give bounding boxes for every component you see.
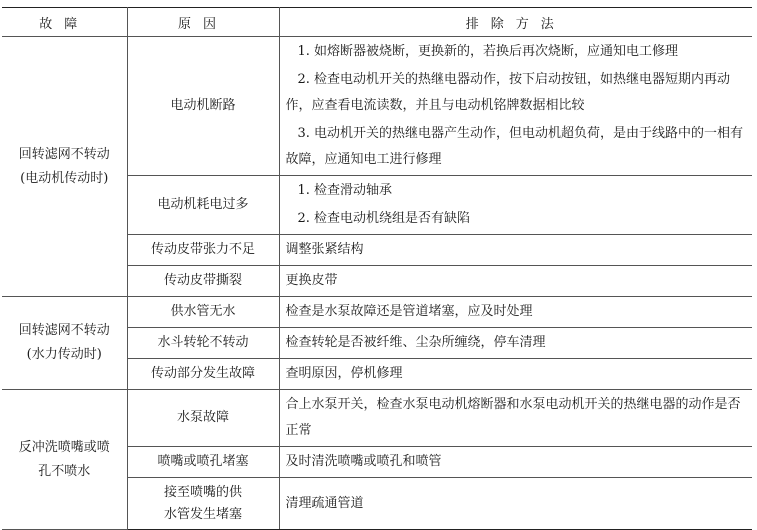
remedy-cell xyxy=(279,359,752,390)
remedy-line: 清理疏通管道 xyxy=(285,495,364,511)
remedy-cell xyxy=(279,390,752,447)
fault-line: 反冲洗喷嘴或喷 xyxy=(18,439,110,455)
remedy-line: 1. 如熔断器被烧断，更换新的，若换后再次烧断，应通知电工修理 xyxy=(297,44,679,59)
table-row xyxy=(2,390,752,447)
remedy-cell xyxy=(279,478,752,530)
cause-cell xyxy=(127,176,279,235)
cause-line: 传动部分发生故障 xyxy=(150,366,255,381)
remedy-line: 检查转轮是否被纤维、尘杂所缠绕，停车清理 xyxy=(285,335,546,350)
cause-line: 电动机断路 xyxy=(170,98,236,113)
fault-line: (水力传动时) xyxy=(26,347,102,362)
cause-line: 水泵故障 xyxy=(176,410,229,425)
cause-line: 电动机耗电过多 xyxy=(157,197,249,212)
cause-line: 喷嘴或喷孔堵塞 xyxy=(157,454,249,469)
cause-cell xyxy=(127,328,279,359)
cause-cell xyxy=(127,390,279,447)
remedy-cell xyxy=(279,328,752,359)
remedy-cell xyxy=(279,176,752,235)
cause-cell xyxy=(127,235,279,266)
cause-line: 水斗转轮不转动 xyxy=(157,335,249,350)
header-row xyxy=(2,8,752,37)
cause-line: 水管发生堵塞 xyxy=(163,506,242,522)
fault-table xyxy=(2,7,752,530)
remedy-line: 检查是水泵故障还是管道堵塞，应及时处理 xyxy=(285,304,533,319)
cause-cell xyxy=(127,478,279,530)
fault-line: 回转滤网不转动 xyxy=(18,323,110,338)
remedy-line: 3. 电动机开关的热继电器产生动作，但电动机超负荷，是由于线路中的一相有故障，应通知电工进行修理 xyxy=(285,126,744,167)
remedy-line: 合上水泵开关，检查水泵电动机熔断器和水泵电动机开关的热继电器的动作是否正常 xyxy=(285,397,741,438)
cause-line: 接至喷嘴的供 xyxy=(163,484,242,500)
header-remedy: 排除方法 xyxy=(279,8,752,37)
remedy-line: 2. 检查电动机开关的热继电器动作，按下启动按钮，如热继电器短期内再动作，应查看电流读数，并且与电动机铭牌数据相比较 xyxy=(285,72,731,113)
cause-cell xyxy=(127,359,279,390)
remedy-cell xyxy=(279,37,752,176)
fault-cell xyxy=(2,390,127,530)
cause-cell xyxy=(127,297,279,328)
fault-line: 孔不喷水 xyxy=(38,463,91,479)
cause-line: 供水管无水 xyxy=(170,304,236,319)
remedy-line: 更换皮带 xyxy=(285,273,338,288)
fault-cell xyxy=(2,297,127,390)
header-fault: 故障 xyxy=(2,8,127,37)
cause-line: 传动皮带张力不足 xyxy=(150,242,255,257)
remedy-cell xyxy=(279,266,752,297)
table-body xyxy=(2,37,752,530)
cause-cell xyxy=(127,37,279,176)
table-row xyxy=(2,297,752,328)
remedy-cell xyxy=(279,297,752,328)
fault-line: (电动机传动时) xyxy=(20,170,109,186)
cause-cell xyxy=(127,266,279,297)
remedy-line: 1. 检查滑动轴承 xyxy=(297,183,393,198)
remedy-cell xyxy=(279,235,752,266)
remedy-line: 查明原因，停机修理 xyxy=(285,366,403,381)
header-cause: 原因 xyxy=(127,8,279,37)
remedy-line: 2. 检查电动机绕组是否有缺陷 xyxy=(297,211,471,226)
cause-cell xyxy=(127,447,279,478)
table-row xyxy=(2,37,752,176)
remedy-line: 及时清洗喷嘴或喷孔和喷管 xyxy=(285,454,442,469)
remedy-cell xyxy=(279,447,752,478)
fault-cell xyxy=(2,37,127,297)
remedy-line: 调整张紧结构 xyxy=(285,242,364,257)
fault-line: 回转滤网不转动 xyxy=(18,146,110,162)
cause-line: 传动皮带撕裂 xyxy=(163,273,242,288)
